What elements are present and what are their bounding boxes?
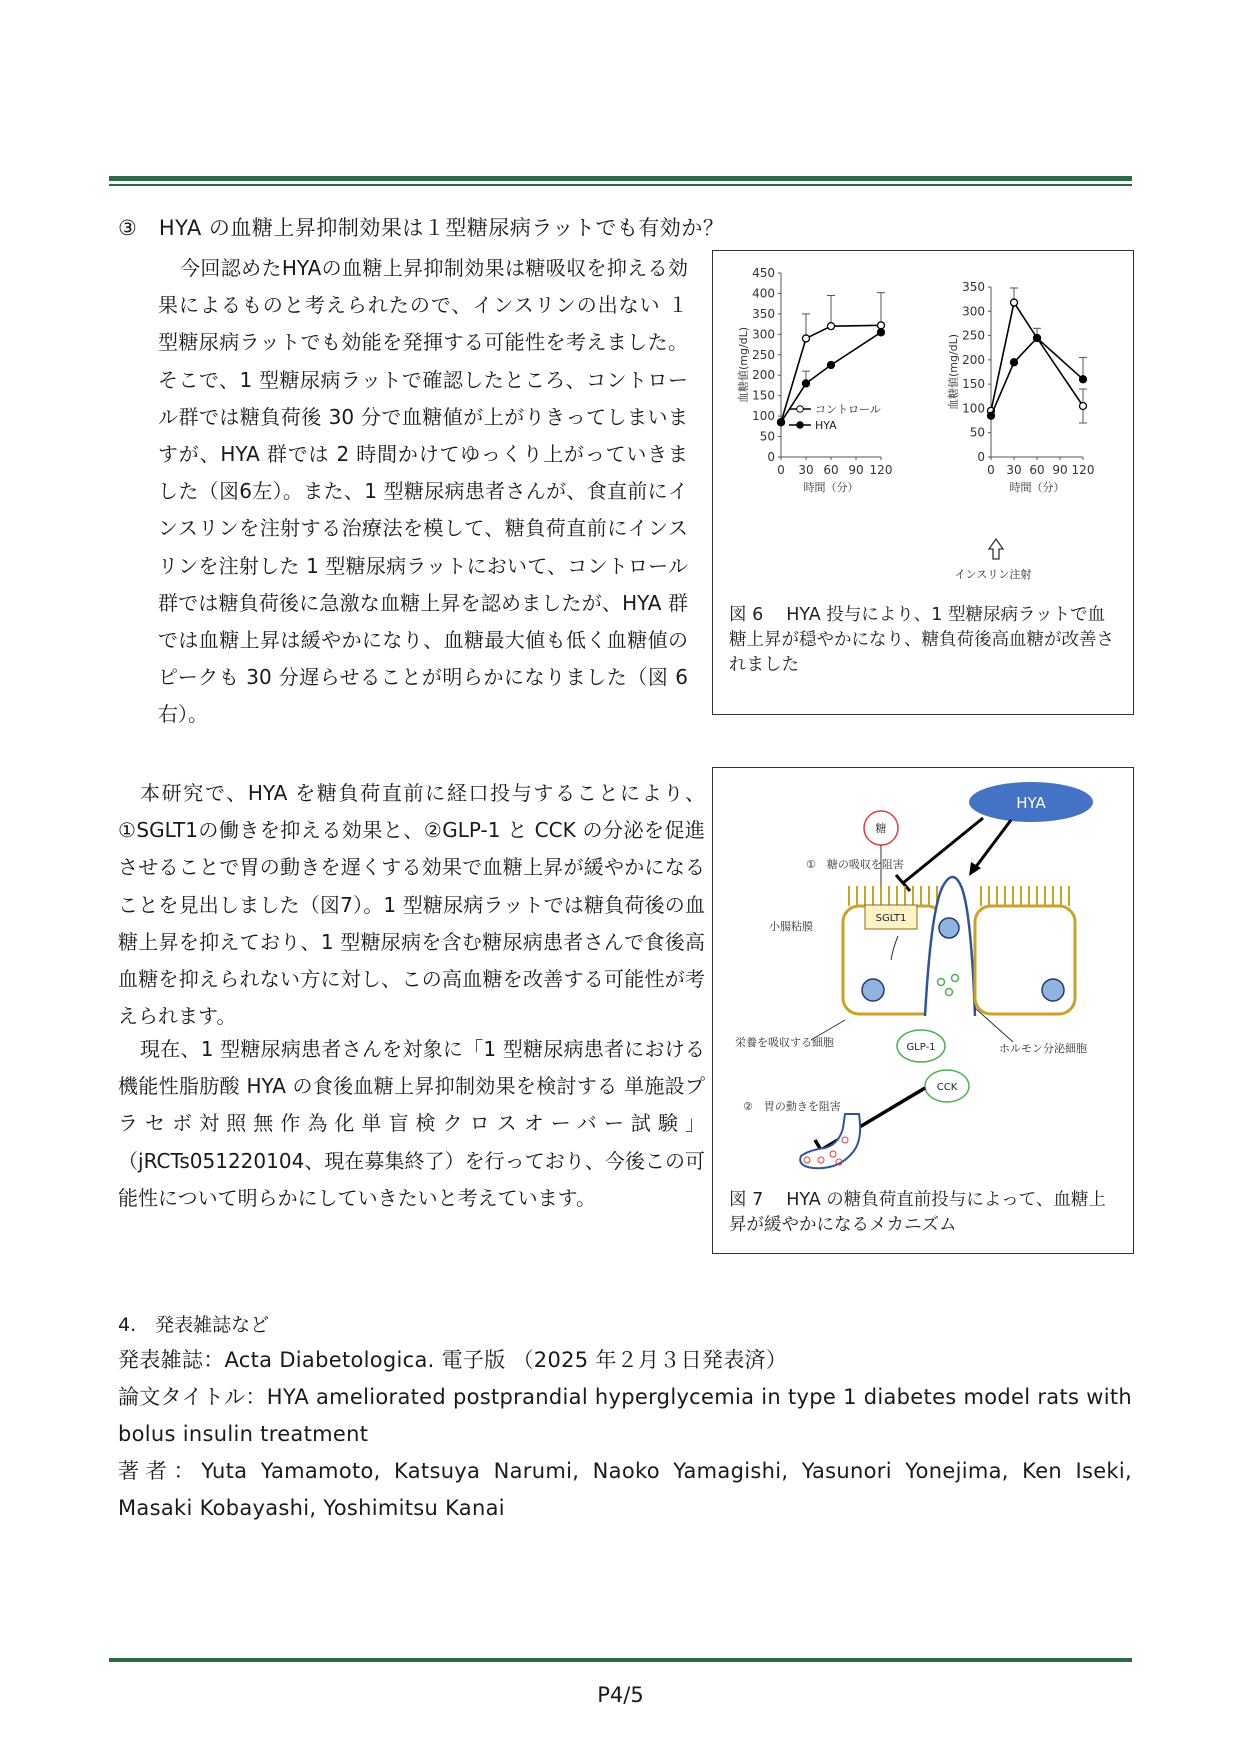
x-tick-label: 60	[1029, 463, 1045, 477]
journal-line: 発表雑誌：Acta Diabetologica. 電子版 （2025 年２月３日発表済）	[118, 1348, 788, 1372]
y-tick-label: 250	[752, 347, 775, 362]
y-tick-label: 200	[752, 368, 775, 383]
y-tick-label: 200	[962, 352, 985, 367]
data-point	[1011, 359, 1018, 366]
study-paragraph-1: 本研究で、HYA を糖負荷直前に経口投与することにより、①SGLT1の働きを抑える効果と、②GLP-1 と CCK の分泌を促進させることで胃の動きを遅くする効果で血糖上昇が緩やかになることを見出しました（図7）。1 型糖尿病ラットでは糖負荷後の血糖上昇を抑えており、1 型糖尿病を含む糖尿病患者さんで食後高血糖を抑えられない方に対し、この高血糖を改善する可能性が考えられます。	[118, 781, 705, 1029]
legend-label: HYA	[815, 419, 837, 432]
series-line	[991, 303, 1083, 411]
absorbing-cell-label: 栄養を吸収する細胞	[735, 1036, 834, 1049]
step-1-label: ① 糖の吸収を阻害	[806, 858, 904, 871]
figure-7-diagram	[713, 768, 1133, 1183]
nucleus-left	[862, 979, 884, 1001]
x-tick-label: 120	[869, 463, 893, 477]
y-tick-label: 0	[977, 450, 985, 464]
figure-7	[712, 767, 1134, 1254]
study-paragraph-2: 現在、1 型糖尿病患者さんを対象に「1 型糖尿病患者における機能性脂肪酸 HYA の食後血糖上昇抑制効果を検討する 単施設プラセボ対照無作為化単盲検クロスオーバー試験」（jRCTs051220104、現在募集終了）を行っており、今後この可能性について明らかにしていきたいと考えています。	[118, 1037, 705, 1210]
page-number: P4/5	[597, 1683, 644, 1707]
glp1-label: GLP-1	[906, 1042, 936, 1053]
y-tick-label: 0	[767, 450, 775, 464]
x-tick-label: 30	[1006, 463, 1022, 477]
header-rule-thin	[109, 184, 1132, 186]
header-rule	[109, 176, 1132, 181]
y-tick-label: 400	[752, 286, 775, 301]
data-point	[1011, 299, 1018, 306]
sglt1-label: SGLT1	[875, 913, 907, 924]
data-point	[828, 323, 835, 330]
authors-line: 著者：Yuta Yamamoto, Katsuya Narumi, Naoko Yamagishi, Yasunori Yonejima, Ken Iseki, Masaki Kobayashi, Yoshimitsu Kanai	[118, 1459, 1132, 1520]
x-tick-label: 30	[798, 463, 814, 477]
paper-title-line: 論文タイトル：HYA ameliorated postprandial hyperglycemia in type 1 diabetes model rats with bolus insulin treatment	[118, 1385, 1132, 1446]
nucleus-right	[1042, 979, 1064, 1001]
section-3-paragraph: 今回認めたHYAの血糖上昇抑制効果は糖吸収を抑える効果によるものと考えられたので、インスリンの出ない １ 型糖尿病ラットでも効能を発揮する可能性を考えました。そこで、1 型糖尿病ラットで確認したところ、コントロール群では糖負荷後 30 分で血糖値が上がりきってしまいますが、HYA 群では 2 時間かけてゆっくり上がっていきました（図6左）。また、1 型糖尿病患者さんが、食直前にインスリンを注射する治療法を模して、糖負荷直前にインスリンを注射した 1 型糖尿病ラットにおいて、コントロール群では糖負荷後に急激な血糖上昇を認めましたが、HYA 群では血糖上昇は緩やかになり、血糖最大値も低く血糖値のピークも 30 分遅らせることが明らかになりました（図 6 右）。	[158, 256, 688, 727]
data-point	[878, 329, 885, 336]
x-tick-label: 90	[848, 463, 864, 477]
y-tick-label: 50	[759, 429, 775, 444]
x-tick-label: 60	[823, 463, 839, 477]
nucleus-hormone	[939, 918, 959, 938]
data-point	[803, 380, 810, 387]
data-point	[878, 322, 885, 329]
data-point	[828, 362, 835, 369]
cck-label: CCK	[936, 1082, 958, 1093]
chart-right	[946, 280, 1094, 494]
chart-left	[736, 266, 892, 494]
section-3-heading: ③ HYA の血糖上昇抑制効果は１型糖尿病ラットでも有効か？	[118, 216, 725, 240]
x-tick-label: 0	[777, 463, 785, 477]
y-tick-label: 150	[962, 377, 985, 392]
y-tick-label: 300	[752, 327, 775, 342]
figure-6-charts	[713, 251, 1133, 601]
legend-marker	[797, 422, 804, 429]
y-axis-label: 血糖値(mg/dL)	[737, 326, 750, 404]
insulin-arrow-icon	[989, 539, 1003, 559]
step-2-label: ② 胃の動きを阻害	[743, 1100, 841, 1113]
hormone-cell-label: ホルモン分泌細胞	[999, 1042, 1087, 1055]
y-tick-label: 50	[969, 425, 985, 440]
hya-ellipse-label: HYA	[1016, 794, 1046, 812]
data-point	[1080, 403, 1087, 410]
data-point	[803, 335, 810, 342]
legend-label: コントロール	[815, 403, 881, 416]
x-axis-label: 時間（分）	[803, 481, 859, 494]
figure-6	[712, 250, 1134, 715]
y-tick-label: 100	[752, 409, 775, 424]
y-tick-label: 450	[752, 266, 775, 280]
legend-marker	[797, 406, 804, 413]
footer-rule	[109, 1658, 1132, 1662]
y-tick-label: 100	[962, 401, 985, 416]
data-point	[988, 412, 995, 419]
insulin-injection-label: インスリン注射	[954, 568, 1032, 581]
y-tick-label: 150	[752, 388, 775, 403]
y-tick-label: 300	[962, 304, 985, 319]
x-tick-label: 0	[987, 463, 995, 477]
figure-6-caption: 図 6 HYA 投与により、1 型糖尿病ラットで血糖上昇が穏やかになり、糖負荷後高血糖が改善されました	[729, 605, 1114, 675]
y-tick-label: 350	[752, 306, 775, 321]
figure-7-caption: 図 7 HYA の糖負荷直前投与によって、血糖上昇が緩やかになるメカニズム	[729, 1190, 1106, 1235]
x-tick-label: 120	[1071, 463, 1095, 477]
y-axis-label: 血糖値(mg/dL)	[947, 333, 960, 411]
data-point	[778, 419, 785, 426]
x-tick-label: 90	[1052, 463, 1068, 477]
mucosa-label: 小腸粘膜	[769, 920, 813, 933]
section-4-heading: 4. 発表雑誌など	[118, 1314, 270, 1336]
data-point	[1080, 376, 1087, 383]
sugar-label: 糖	[875, 822, 887, 835]
y-tick-label: 250	[962, 328, 985, 343]
x-axis-label: 時間（分）	[1009, 481, 1065, 494]
y-tick-label: 350	[962, 280, 985, 294]
data-point	[1034, 335, 1041, 342]
stomach-icon	[800, 1114, 860, 1168]
